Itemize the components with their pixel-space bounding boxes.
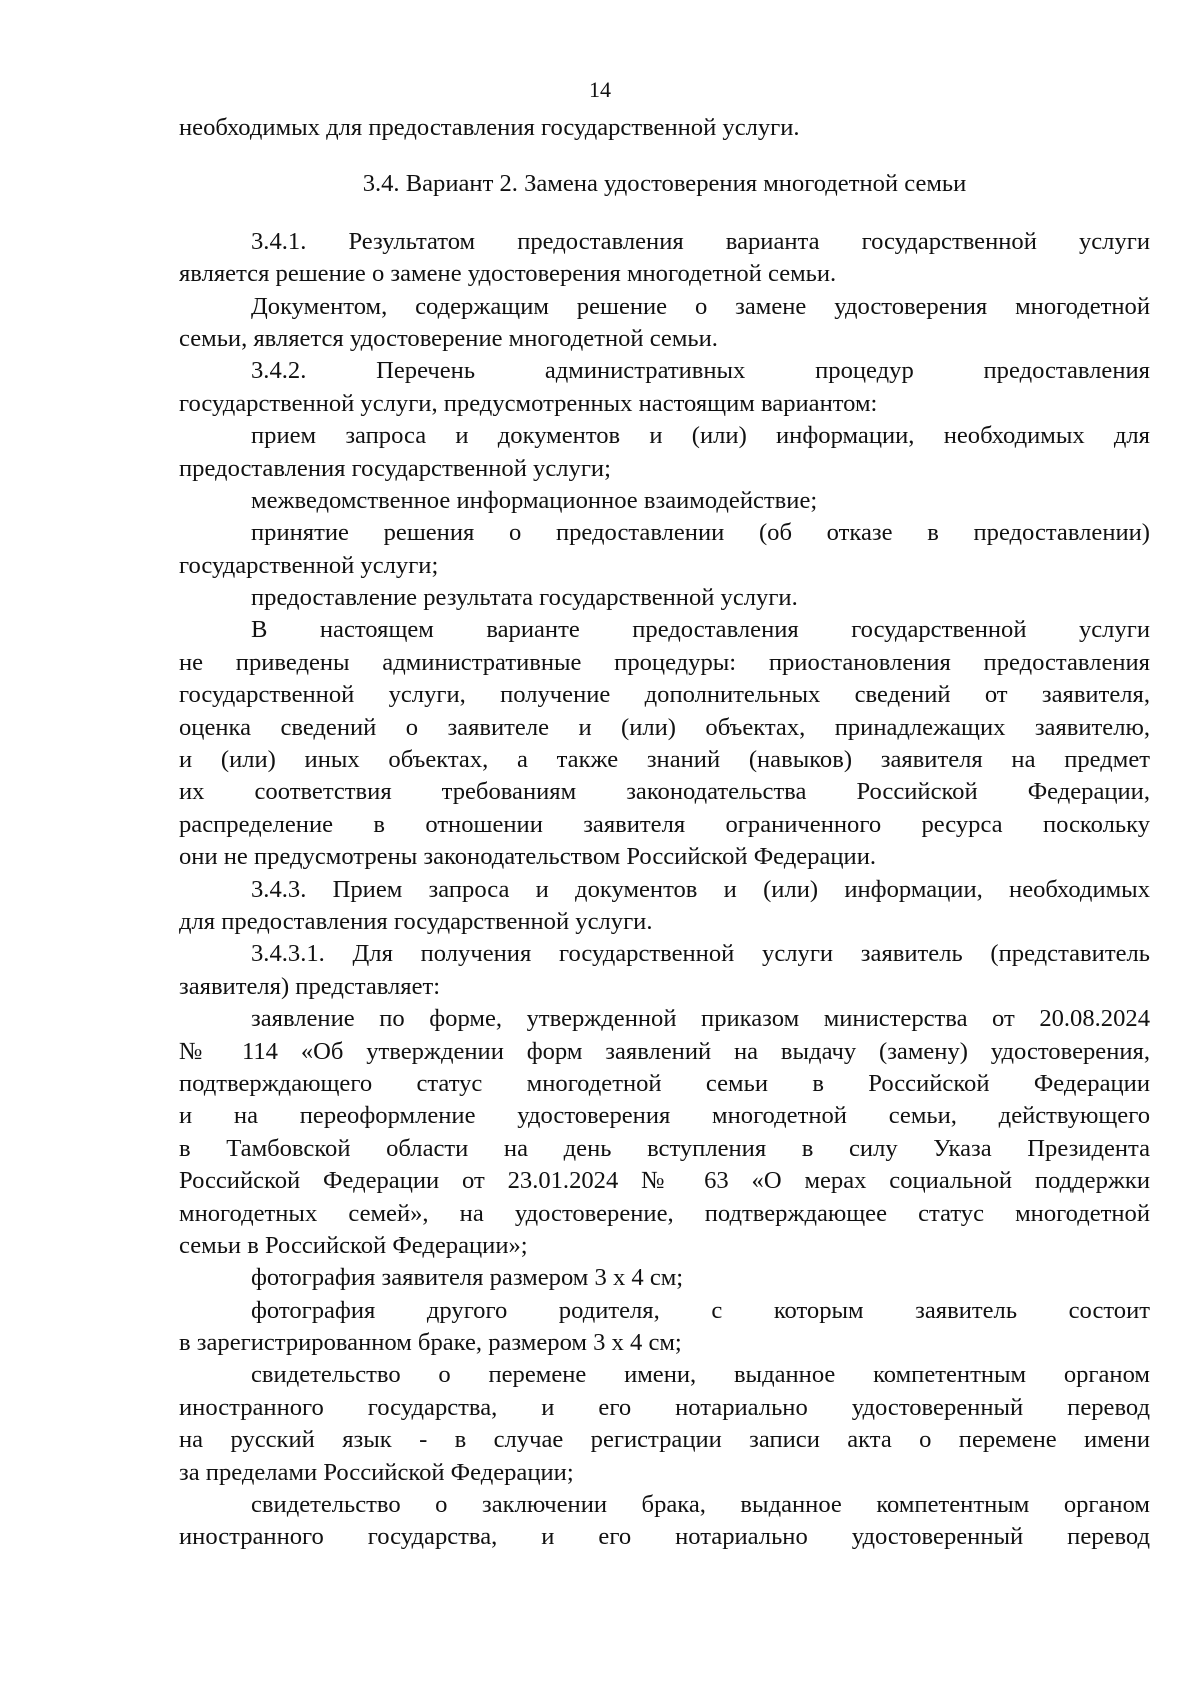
text-line: является решение о замене удостоверения многодетной семьи. <box>179 260 837 288</box>
text-line: за пределами Российской Федерации; <box>179 1458 574 1486</box>
intro-line: необходимых для предоставления государственной услуги. <box>179 114 800 141</box>
text-line: государственной услуги, получение дополнительных сведений от заявителя, <box>179 681 1150 709</box>
section-heading: 3.4. Вариант 2. Замена удостоверения многодетной семьи <box>362 170 967 198</box>
text-line: распределение в отношении заявителя ограниченного ресурса поскольку <box>179 810 1150 838</box>
text-line: принятие решения о предоставлении (об отказе в предоставлении) <box>251 519 1150 547</box>
text-line: заявление по форме, утвержденной приказом министерства от 20.08.2024 <box>251 1005 1150 1033</box>
text-line: № 114 «Об утверждении форм заявлений на выдачу (замену) удостоверения, <box>179 1037 1150 1065</box>
text-line: и на переоформление удостоверения многодетной семьи, действующего <box>179 1102 1150 1130</box>
text-line: семьи в Российской Федерации»; <box>179 1231 528 1259</box>
text-line: предоставление результата государственной услуги. <box>251 584 798 612</box>
document-body <box>179 112 1150 1554</box>
text-line: и (или) иных объектах, а также знаний (навыков) заявителя на предмет <box>179 746 1150 774</box>
text-line: Документом, содержащим решение о замене удостоверения многодетной <box>251 292 1150 320</box>
text-line: Российской Федерации от 23.01.2024 № 63 «О мерах социальной поддержки <box>179 1167 1150 1195</box>
text-line: в Тамбовской области на день вступления в силу Указа Президента <box>179 1134 1150 1162</box>
text-line: государственной услуги, предусмотренных настоящим вариантом: <box>179 389 878 417</box>
text-line: иностранного государства, и его нотариально удостоверенный перевод <box>179 1523 1150 1551</box>
page-number: 14 <box>589 77 611 102</box>
text-line: государственной услуги; <box>179 551 439 579</box>
text-line: не приведены административные процедуры: приостановления предоставления <box>179 648 1150 676</box>
text-line: межведомственное информационное взаимодействие; <box>251 486 818 514</box>
text-line: фотография заявителя размером 3 х 4 см; <box>251 1264 684 1292</box>
text-line: фотография другого родителя, с которым заявитель состоит <box>251 1296 1150 1324</box>
text-line: многодетных семей», на удостоверение, подтверждающее статус многодетной <box>179 1199 1150 1227</box>
text-line: свидетельство о перемене имени, выданное компетентным органом <box>251 1361 1150 1389</box>
text-line: семьи, является удостоверение многодетной семьи. <box>179 324 718 352</box>
text-line: прием запроса и документов и (или) информации, необходимых для <box>251 422 1150 450</box>
text-line: они не предусмотрены законодательством Российской Федерации. <box>179 843 877 871</box>
text-line: заявителя) представляет: <box>179 972 441 1000</box>
text-line: иностранного государства, и его нотариально удостоверенный перевод <box>179 1393 1150 1421</box>
text-line: 3.4.2. Перечень административных процедур предоставления <box>251 357 1150 385</box>
text-line: их соответствия требованиям законодательства Российской Федерации, <box>179 778 1150 806</box>
text-line: на русский язык - в случае регистрации записи акта о перемене имени <box>179 1426 1150 1454</box>
text-line: 3.4.1. Результатом предоставления варианта государственной услуги <box>251 227 1150 255</box>
text-line: в зарегистрированном браке, размером 3 х 4 см; <box>179 1329 682 1357</box>
text-line: оценка сведений о заявителе и (или) объектах, принадлежащих заявителю, <box>179 713 1150 741</box>
text-line: для предоставления государственной услуги. <box>179 907 653 935</box>
text-line: В настоящем варианте предоставления государственной услуги <box>251 616 1150 644</box>
text-line: свидетельство о заключении брака, выданное компетентным органом <box>251 1491 1150 1519</box>
text-line: подтверждающего статус многодетной семьи в Российской Федерации <box>179 1069 1150 1097</box>
text-line: 3.4.3. Прием запроса и документов и (или) информации, необходимых <box>251 875 1150 903</box>
text-line: 3.4.3.1. Для получения государственной услуги заявитель (представитель <box>251 940 1150 968</box>
text-line: предоставления государственной услуги; <box>179 454 611 482</box>
